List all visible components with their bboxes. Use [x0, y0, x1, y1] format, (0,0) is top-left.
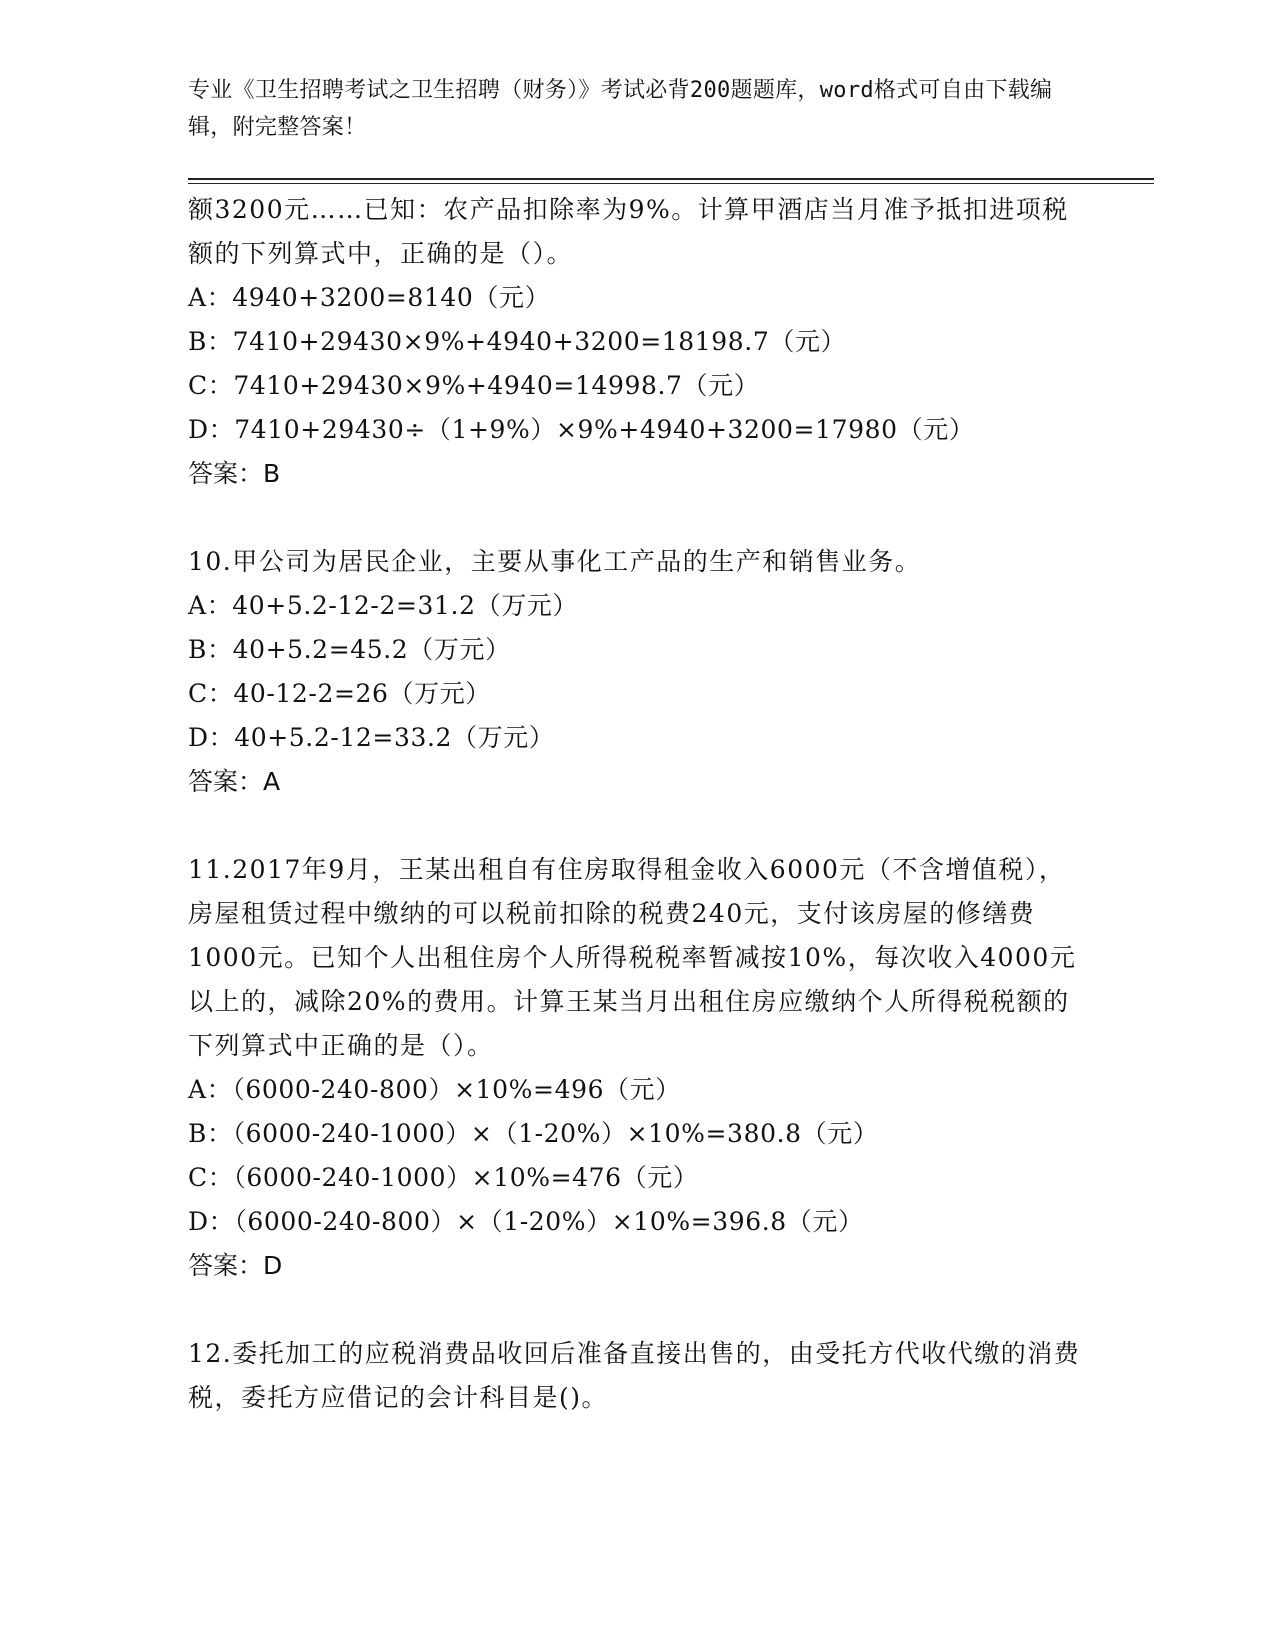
spacer [188, 496, 1088, 540]
spacer [188, 804, 1088, 848]
answer: 答案：A [188, 767, 281, 796]
option-a: A：40+5.2-12-2=31.2（万元） [188, 591, 578, 620]
option-b: B：40+5.2=45.2（万元） [188, 635, 511, 664]
answer: 答案：B [188, 459, 281, 488]
option-c: C：（6000-240-1000）×10%=476（元） [188, 1163, 699, 1192]
option-b: B：（6000-240-1000）×（1-20%）×10%=380.8（元） [188, 1119, 879, 1148]
option-b: B：7410+29430×9%+4940+3200=18198.7（元） [188, 327, 847, 356]
question-9 [188, 188, 1088, 496]
question-11 [188, 848, 1088, 1288]
option-a: A：（6000-240-800）×10%=496（元） [188, 1075, 681, 1104]
question-stem: 12.委托加工的应税消费品收回后准备直接出售的，由受托方代收代缴的消费税，委托方应借记的会计科目是()。 [188, 1339, 1081, 1412]
question-stem: 11.2017年9月，王某出租自有住房取得租金收入6000元（不含增值税），房屋租赁过程中缴纳的可以税前扣除的税费240元，支付该房屋的修缮费1000元。已知个人出租住房个人所得税税率暂减按10%，每次收入4000元以上的，减除20%的费用。计算王某当月出租住房应缴纳个人所得税税额的下列算式中正确的是（）。 [188, 855, 1077, 1060]
document-header: 专业《卫生招聘考试之卫生招聘（财务）》考试必背200题题库，word格式可自由下载编辑，附完整答案！ [188, 78, 1053, 140]
question-12 [188, 1332, 1088, 1420]
option-c: C：40-12-2=26（万元） [188, 679, 491, 708]
option-c: C：7410+29430×9%+4940=14998.7（元） [188, 371, 760, 400]
spacer [188, 1288, 1088, 1332]
option-d: D：（6000-240-800）×（1-20%）×10%=396.8（元） [188, 1207, 864, 1236]
option-d: D：40+5.2-12=33.2（万元） [188, 723, 555, 752]
header-divider-thick [188, 178, 1154, 180]
option-a: A：4940+3200=8140（元） [188, 283, 551, 312]
document-body [188, 188, 1088, 1420]
question-10 [188, 540, 1088, 804]
answer: 答案：D [188, 1251, 283, 1280]
option-d: D：7410+29430÷（1+9%）×9%+4940+3200=17980（元） [188, 415, 975, 444]
question-stem: 10.甲公司为居民企业，主要从事化工产品的生产和销售业务。 [188, 547, 922, 576]
question-stem: 额3200元……已知：农产品扣除率为9%。计算甲酒店当月准予抵扣进项税额的下列算式中，正确的是（）。 [188, 195, 1069, 268]
header-divider-thin [188, 183, 1154, 184]
